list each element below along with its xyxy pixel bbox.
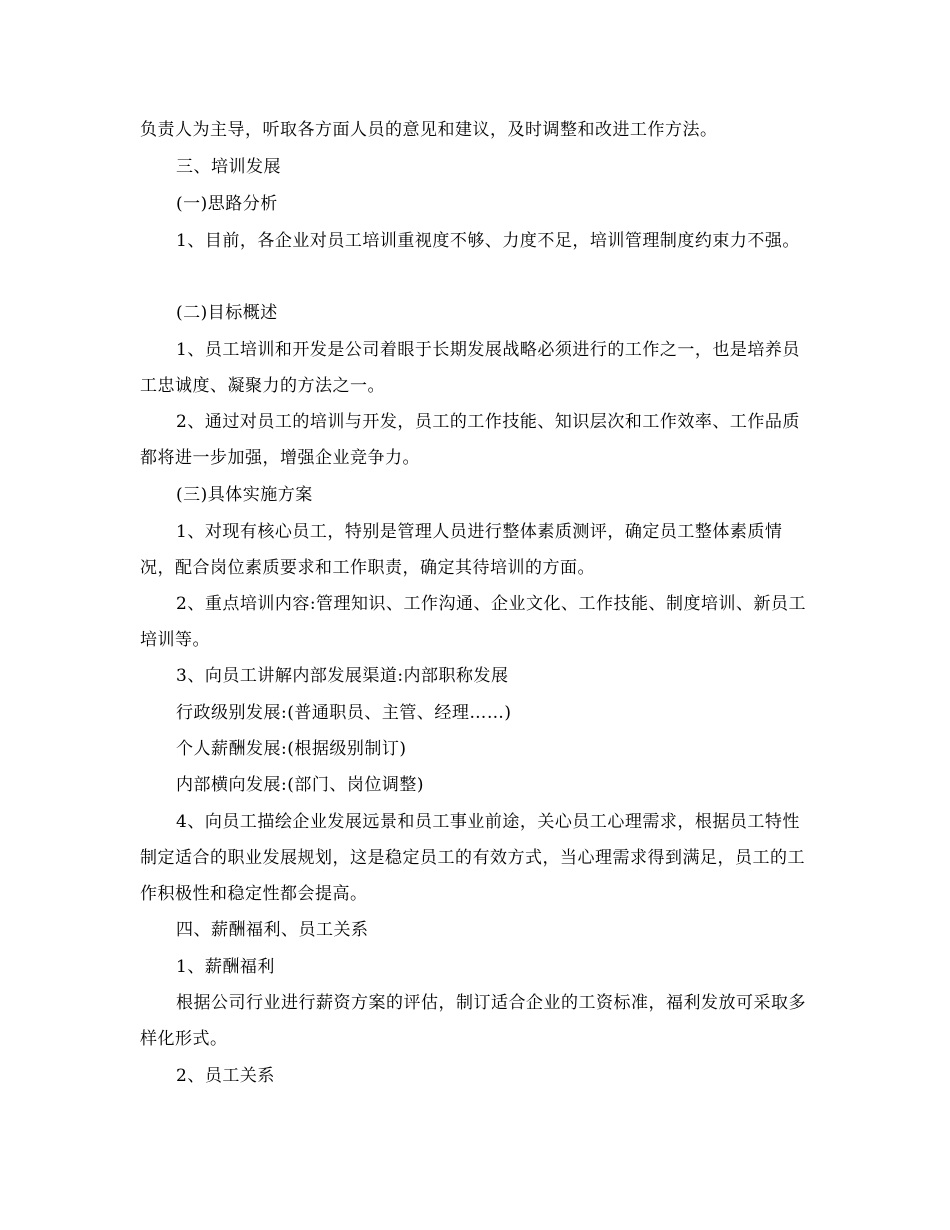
subsection-heading-benefits: 1、薪酬福利 [176,957,275,977]
paragraph-horizontal: 内部横向发展:(部门、岗位调整) [176,775,424,795]
subsection-heading-analysis: (一)思路分析 [176,194,278,214]
section-heading-training: 三、培训发展 [176,157,281,177]
paragraph-plan-1: 1、对现有核心员工，特别是管理人员进行整体素质测评，确定员工整体素质情况，配合岗位素质要求和工作职责，确定其待培训的方面。 [140,522,783,578]
paragraph-continuation: 负责人为主导，听取各方面人员的意见和建议，及时调整和改进工作方法。 [140,120,718,140]
subsection-heading-goals: (二)目标概述 [176,303,278,323]
paragraph-goal-2: 2、通过对员工的培训与开发，员工的工作技能、知识层次和工作效率、工作品质都将进一步加强，增强企业竞争力。 [140,412,800,468]
paragraph-plan-4: 4、向员工描绘企业发展远景和员工事业前途，关心员工心理需求，根据员工特性制定适合的职业发展规划，这是稳定员工的有效方式，当心理需求得到满足，员工的工作积极性和稳定性都会提高。 [140,812,805,904]
paragraph-plan-2: 2、重点培训内容:管理知识、工作沟通、企业文化、工作技能、制度培训、新员工培训等。 [140,594,807,650]
paragraph-admin-level: 行政级别发展:(普通职员、主管、经理……) [176,703,512,723]
paragraph-analysis-1: 1、目前，各企业对员工培训重视度不够、力度不足，培训管理制度约束力不强。 [176,231,800,251]
paragraph-plan-3: 3、向员工讲解内部发展渠道:内部职称发展 [176,666,509,686]
paragraph-goal-1: 1、员工培训和开发是公司着眼于长期发展战略必须进行的工作之一，也是培养员工忠诚度、凝聚力的方法之一。 [140,340,800,396]
subsection-heading-plan: (三)具体实施方案 [176,485,313,505]
section-heading-compensation: 四、薪酬福利、员工关系 [176,920,369,940]
subsection-heading-relations: 2、员工关系 [176,1066,275,1086]
paragraph-salary-level: 个人薪酬发展:(根据级别制订) [176,739,407,759]
paragraph-benefits: 根据公司行业进行薪资方案的评估，制订适合企业的工资标准，福利发放可采取多样化形式。 [140,993,806,1049]
